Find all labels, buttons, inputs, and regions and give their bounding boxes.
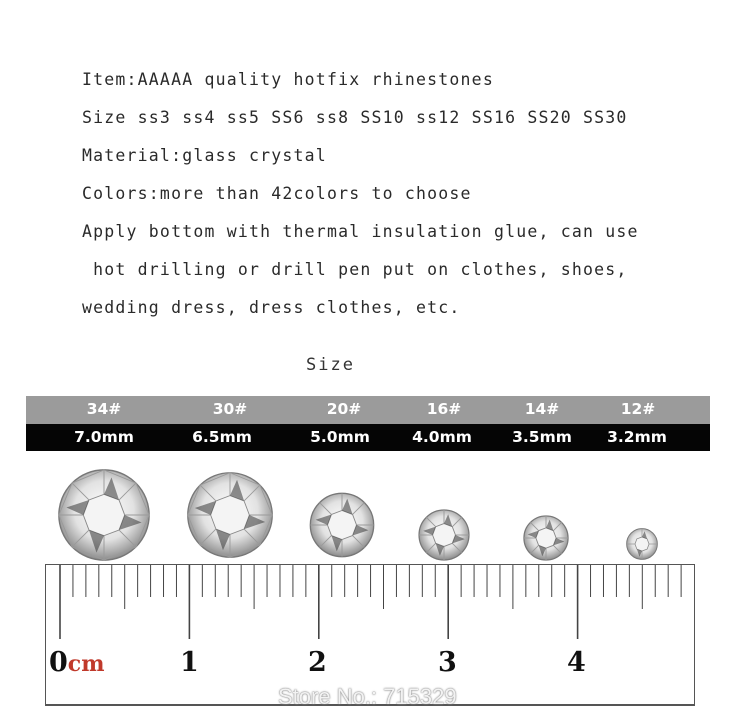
description-line-apply-2: hot drilling or drill pen put on clothes, shoes, [82,260,628,279]
size-number-band [26,396,710,424]
size-number-14: 14# [524,400,560,418]
description-line-size: Size ss3 ss4 ss5 SS6 ss8 SS10 ss12 SS16 SS20 SS30 [82,108,628,127]
ruler-label-1: 1 [180,647,199,678]
ruler-label-3: 3 [438,647,457,678]
size-number-34: 34# [86,400,122,418]
size-mm-6-5: 6.5mm [192,428,252,446]
product-description [82,66,639,332]
rhinestone-12-image [626,528,658,560]
ruler-unit: cm [67,651,105,677]
description-line-colors: Colors:more than 42colors to choose [82,184,472,203]
size-number-12: 12# [620,400,656,418]
ruler-ticks [46,565,696,655]
rhinestone-30-image [186,471,274,559]
size-mm-3-5: 3.5mm [512,428,572,446]
ruler-label-4: 4 [567,647,586,678]
description-line-apply-1: Apply bottom with thermal insulation glue, can use [82,222,639,241]
size-number-16: 16# [426,400,462,418]
size-number-20: 20# [326,400,362,418]
rhinestone-34-image [57,468,151,562]
description-line-item: Item:AAAAA quality hotfix rhinestones [82,70,494,89]
size-mm-3-2: 3.2mm [607,428,667,446]
ruler-label-2: 2 [308,647,327,678]
description-line-material: Material:glass crystal [82,146,327,165]
size-number-30: 30# [212,400,248,418]
size-mm-7-0: 7.0mm [74,428,134,446]
size-mm-5-0: 5.0mm [310,428,370,446]
size-title: Size [306,355,355,375]
store-watermark: Store No.: 715329 [278,684,457,709]
ruler-label-0: 0cm [49,647,105,678]
rhinestone-16-image [418,509,470,561]
rhinestone-20-image [309,492,375,558]
rhinestone-14-image [523,515,569,561]
description-line-apply-3: wedding dress, dress clothes, etc. [82,298,461,317]
size-mm-4-0: 4.0mm [412,428,472,446]
